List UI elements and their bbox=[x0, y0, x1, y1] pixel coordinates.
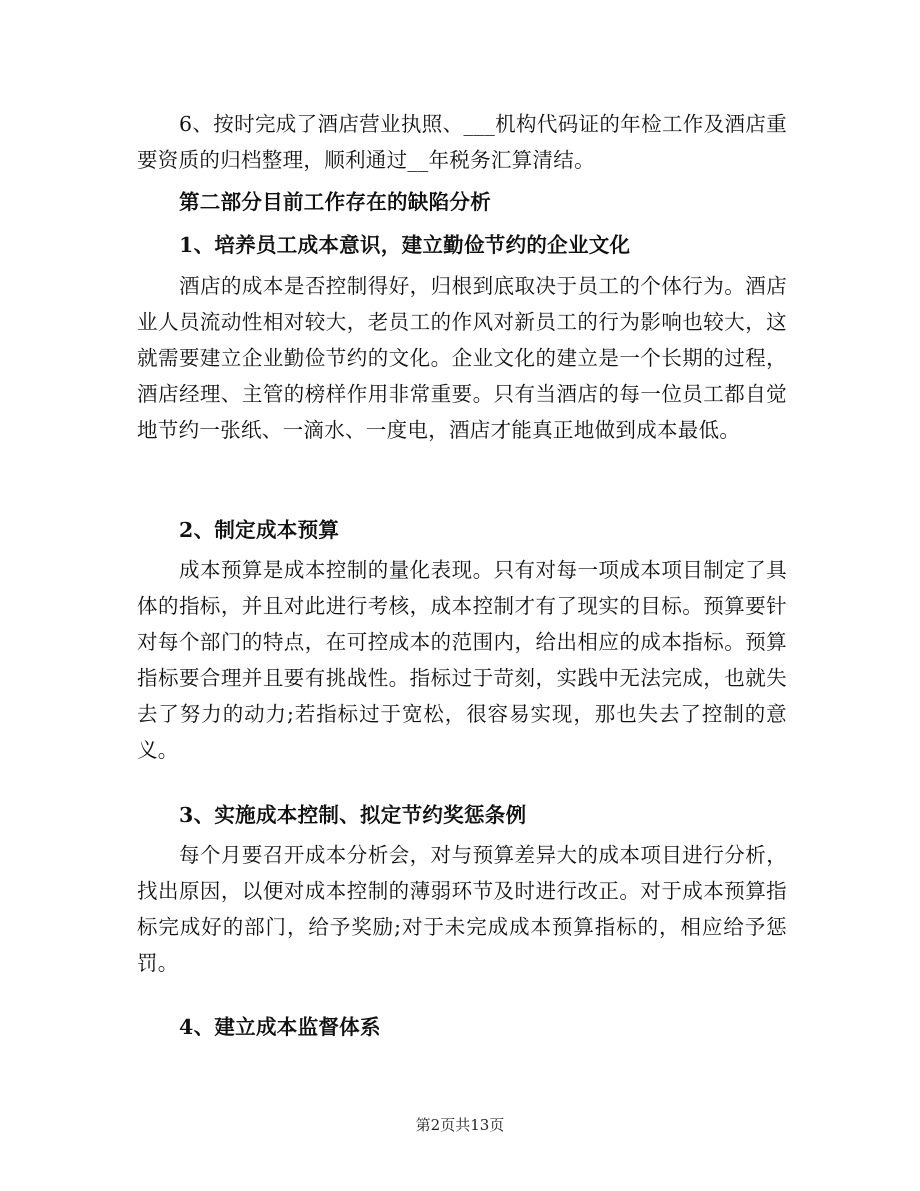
section-3-body: 每个月要召开成本分析会，对与预算差异大的成本项目进行分析，找出原因，以便对成本控制的薄弱环节及时进行改正。对于成本预算指标完成好的部门，给予奖励;对于未完成成本预算指标的，相应给予惩罚。 bbox=[137, 843, 787, 975]
section-2-heading: 2、制定成本预算 bbox=[179, 518, 340, 542]
page-number-footer: 第2页共13页 bbox=[415, 1116, 505, 1134]
section-1-body: 酒店的成本是否控制得好，归根到底取决于员工的个体行为。酒店业人员流动性相对较大，老员工的作风对新员工的行为影响也较大，这就需要建立企业勤俭节约的文化。企业文化的建立是一个长期的过程，酒店经理、主管的榜样作用非常重要。只有当酒店的每一位员工都自觉地节约一张纸、一滴水、一度电，酒店才能真正地做到成本最低。 bbox=[137, 274, 787, 442]
part-two-heading: 第二部分目前工作存在的缺陷分析 bbox=[179, 190, 491, 214]
section-3-heading: 3、实施成本控制、拟定节约奖惩条例 bbox=[179, 803, 527, 827]
paragraph-item-6: 6、按时完成了酒店营业执照、___机构代码证的年检工作及酒店重要资质的归档整理，顺利通过__年税务汇算清结。 bbox=[137, 112, 787, 172]
section-4-heading: 4、建立成本监督体系 bbox=[179, 1015, 381, 1039]
section-2-body: 成本预算是成本控制的量化表现。只有对每一项成本项目制定了具体的指标，并且对此进行考核，成本控制才有了现实的目标。预算要针对每个部门的特点，在可控成本的范围内，给出相应的成本指标。预算指标要合理并且要有挑战性。指标过于苛刻，实践中无法完成，也就失去了努力的动力;若指标过于宽松，很容易实现，那也失去了控制的意义。 bbox=[137, 558, 787, 762]
section-1-heading: 1、培养员工成本意识，建立勤俭节约的企业文化 bbox=[179, 233, 631, 257]
